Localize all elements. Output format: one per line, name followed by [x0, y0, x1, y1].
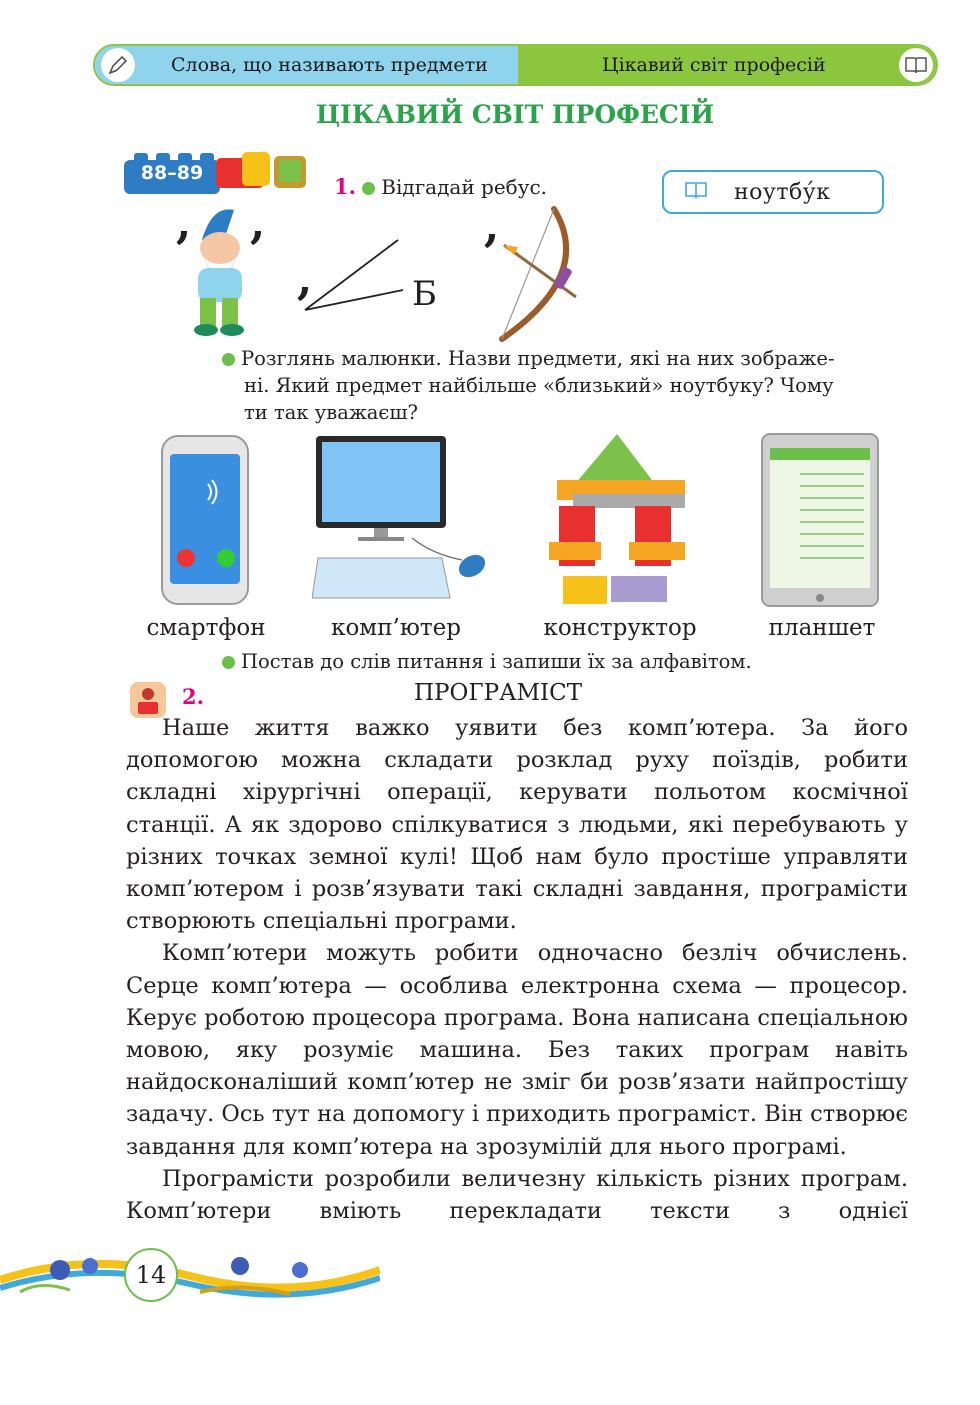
svg-text:,: ,: [297, 254, 313, 305]
task2-number: 2.: [182, 684, 204, 709]
question-line-1: Розглянь малюнки. Назви предмети, які на них зображе-: [241, 347, 835, 370]
flower-ornament: [0, 1240, 380, 1314]
paragraph-1: Наше життя важко уявити без комп’ютера. За його допомогою можна складати розклад руху поїздів, робити складні хірургічні операції, керувати польотом космічної станції. А як здорово спілкуватися з людьми, які перебувають у різних точках земної кулі! Щоб нам було простіше управляти комп’ютером і розв’язувати такі складні завдання, програмісти створюють спеціальні програми.: [126, 715, 908, 935]
header-right-label: Цікавий світ професій: [602, 54, 826, 76]
task1-question: [222, 345, 922, 426]
task1-instruction: Відгадай ребус.: [381, 175, 548, 199]
book-icon: [684, 180, 708, 204]
tablet-picture: [760, 432, 880, 612]
item-label-tablet: планшет: [768, 615, 876, 641]
task2-text: [126, 712, 908, 1227]
vocabulary-word: ноутбу́к: [734, 179, 831, 205]
item-label-constructor: конструктор: [543, 615, 697, 641]
question-line-3: ти так уважаєш?: [244, 401, 418, 424]
badge-pages: 88–89: [140, 162, 204, 184]
header-left-label: Слова, що називають предмети: [171, 54, 488, 76]
item-label-computer: комп’ютер: [331, 615, 461, 641]
rebus-angle-picture: [295, 232, 415, 326]
construction-set-picture: [545, 432, 690, 612]
bullet-icon: [222, 656, 235, 669]
task1-number: 1.: [334, 174, 356, 199]
rebus-bow-picture: [484, 205, 584, 349]
vocabulary-box: [662, 170, 884, 214]
rebus-gnome-picture: [172, 200, 282, 344]
computer-picture: [312, 434, 492, 608]
page-number: 14: [124, 1248, 178, 1302]
header-right-section: [518, 46, 936, 84]
paragraph-2: Комп’ютери можуть робити одночасно безліч обчислень. Серце комп’ютера — особлива електронна схема — процесор. Керує роботою процесора програма. Вона написана спеціальною мовою, яку розуміє машина. Без таких програм навіть найдосконаліший комп’ютер не зміг би розв’язати найпростішу задачу. Ось тут на допомогу і приходить програміст. Він створює завдання для комп’ютера на зрозумілій для нього програмі.: [126, 940, 908, 1160]
bullet-icon: [222, 353, 235, 366]
question-line-2: ні. Який предмет найбільше «близький» ноутбуку? Чому: [244, 374, 834, 397]
pen-icon: [101, 48, 135, 82]
item-label-smartphone: смартфон: [146, 615, 266, 641]
bullet-icon: [362, 182, 375, 195]
svg-text:,: ,: [176, 200, 192, 249]
page-title: ЦІКАВИЙ СВІТ ПРОФЕСІЙ: [315, 100, 715, 129]
svg-text:,: ,: [484, 205, 500, 252]
header-left-section: [95, 46, 518, 84]
paragraph-3: Програмісти розробили величезну кількість різних програм. Комп’ютери вміють перекладати тексти з однієї: [126, 1165, 908, 1225]
rebus-letter: Б: [412, 274, 437, 314]
book-icon: [899, 48, 933, 82]
task1-followup: Постав до слів питання і запиши їх за алфавітом.: [241, 650, 752, 673]
task1-followup-line: [222, 647, 752, 676]
task2-heading: ПРОГРАМІСТ: [414, 680, 583, 706]
smartphone-picture: [160, 434, 250, 610]
svg-text:,: ,: [250, 200, 266, 249]
task1-line: [334, 172, 547, 202]
chapter-header: [93, 44, 938, 86]
